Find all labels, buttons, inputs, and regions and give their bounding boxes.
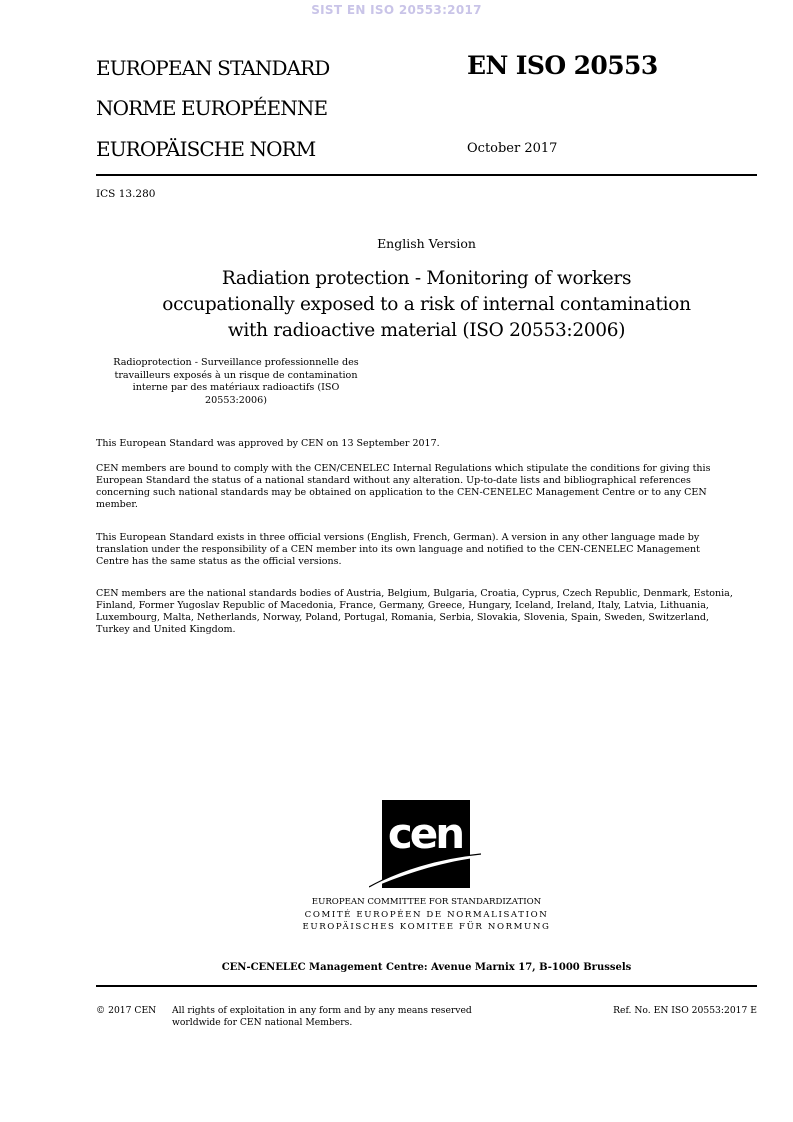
rights-notice	[172, 1005, 472, 1029]
versions-paragraph	[96, 532, 760, 568]
rights-line: All rights of exploitation in any form and by any means reserved	[172, 1005, 472, 1016]
paragraph-line: CEN members are the national standards bodies of Austria, Belgium, Bulgaria, Croatia, Cyprus, Czech Republic, Denmark, Estonia,	[96, 588, 733, 599]
publication-date: October 2017	[467, 141, 558, 156]
title-norme-europeenne: NORME EUROPÉENNE	[96, 96, 328, 120]
document-title-line: occupationally exposed to a risk of internal contamination	[162, 294, 691, 315]
paragraph-line: Turkey and United Kingdom.	[96, 624, 236, 635]
members-paragraph	[96, 588, 760, 636]
title-european-standard: EUROPEAN STANDARD	[96, 56, 330, 80]
ics-code: ICS 13.280	[96, 188, 156, 200]
french-title	[96, 357, 376, 407]
paragraph-line: This European Standard exists in three official versions (English, French, German). A version in any other language made by	[96, 532, 700, 543]
paragraph-line: CEN members are bound to comply with the CEN/CENELEC Internal Regulations which stipulate the conditions for giving this	[96, 463, 711, 474]
copyright: © 2017 CEN	[96, 1005, 157, 1016]
document-title-line: Radiation protection - Monitoring of workers	[221, 268, 632, 289]
management-centre-address: CEN-CENELEC Management Centre: Avenue Marnix 17, B-1000 Brussels	[221, 962, 632, 973]
paragraph-line: member.	[96, 499, 138, 510]
french-title-line: travailleurs exposés à un risque de contamination	[114, 369, 358, 381]
cen-logo-text: cen	[387, 809, 463, 858]
document-title	[96, 266, 757, 344]
watermark: SIST EN ISO 20553:2017	[311, 3, 482, 17]
paragraph-line: Finland, Former Yugoslav Republic of Macedonia, France, Germany, Greece, Hungary, Iceland, Ireland, Italy, Latvia, Lithuania,	[96, 600, 709, 611]
french-title-line: Radioprotection - Surveillance professionnelle des	[113, 357, 359, 368]
french-title-line: interne par des matériaux radioactifs (ISO	[132, 382, 340, 393]
paragraph-line: translation under the responsibility of a CEN member into its own language and notified to the CEN-CENELEC Management	[96, 544, 700, 555]
paragraph-line: European Standard the status of a national standard without any alteration. Up-to-date lists and bibliographical references	[96, 475, 691, 486]
cen-logo-icon	[369, 800, 482, 890]
approval-paragraph	[96, 438, 760, 450]
committee-name-de: EUROPÄISCHES KOMITEE FÜR NORMUNG	[302, 922, 551, 932]
footer-divider	[96, 985, 757, 987]
committee-names	[200, 896, 653, 934]
paragraph-line: Centre has the same status as the official versions.	[96, 556, 342, 567]
committee-name-en: EUROPEAN COMMITTEE FOR STANDARDIZATION	[311, 897, 542, 907]
english-version-label: English Version	[377, 236, 476, 251]
paragraph-line: concerning such national standards may be obtained on application to the CEN-CENELEC Management Centre or to any CEN	[96, 487, 707, 498]
reference-number: Ref. No. EN ISO 20553:2017 E	[613, 1005, 757, 1016]
french-title-line: 20553:2006)	[205, 394, 267, 406]
committee-name-fr: COMITÉ EUROPÉEN DE NORMALISATION	[304, 909, 549, 920]
paragraph-line: This European Standard was approved by CEN on 13 September 2017.	[96, 438, 440, 449]
compliance-paragraph	[96, 463, 760, 511]
standard-number: EN ISO 20553	[467, 51, 658, 80]
header-divider	[96, 174, 757, 176]
paragraph-line: Luxembourg, Malta, Netherlands, Norway, Poland, Portugal, Romania, Serbia, Slovakia, Slovenia, Spain, Sweden, Switzerland,	[96, 612, 709, 623]
title-europaische-norm: EUROPÄISCHE NORM	[96, 137, 316, 161]
rights-line: worldwide for CEN national Members.	[172, 1017, 353, 1028]
document-title-line: with radioactive material (ISO 20553:2006)	[227, 320, 626, 341]
